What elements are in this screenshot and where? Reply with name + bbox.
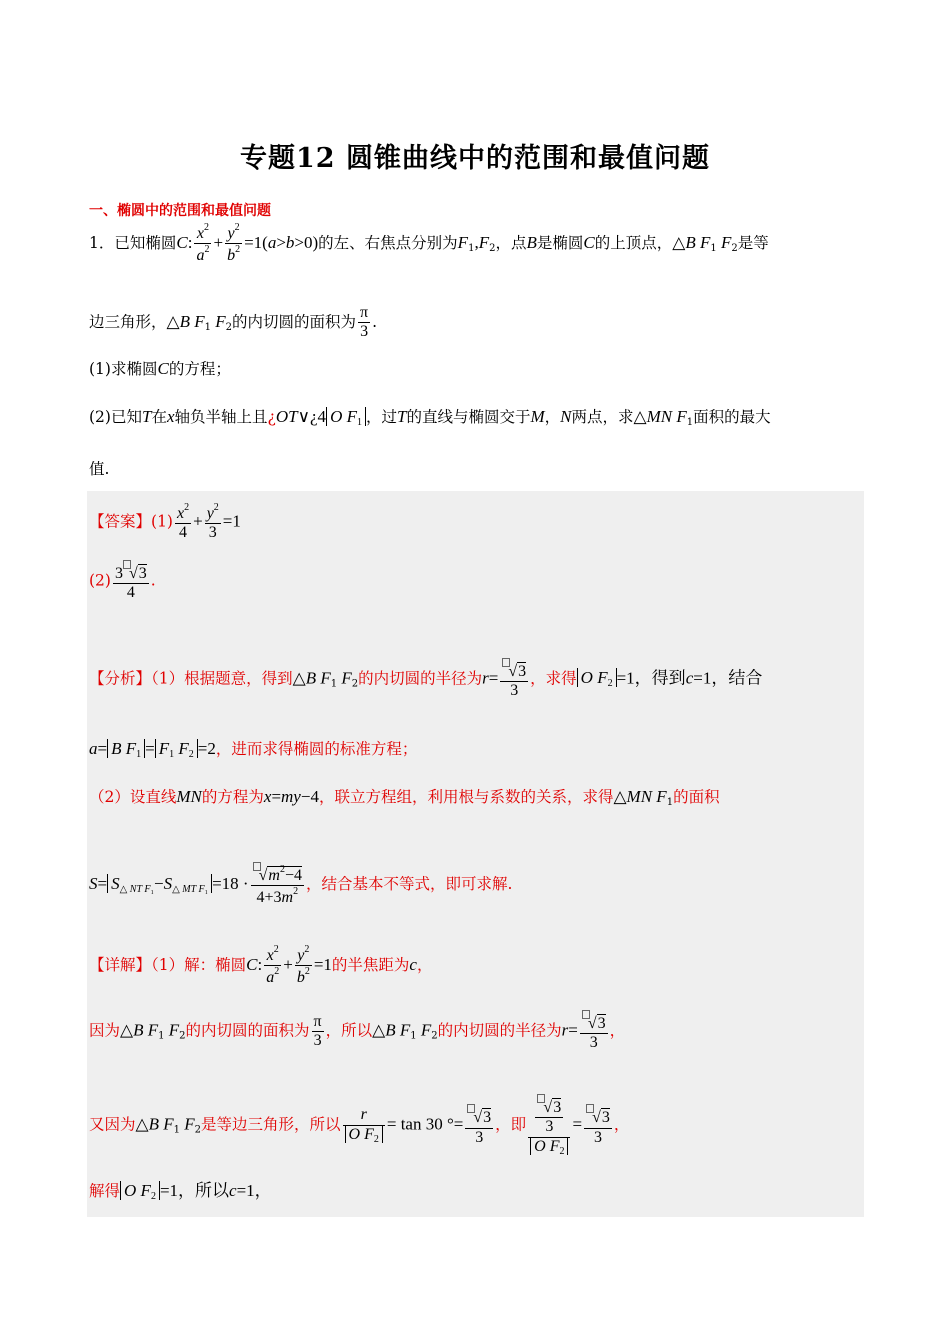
problem-line-2: 边三角形，△B $F_1$ $F_2$的内切圆的面积为 $\frac{\pi}{3}$ . (89, 304, 378, 341)
problem-q2: (2)已知T在x轴负半轴上且¿OT∨¿4 O $F_1$ ，过T的直线与椭圆交于M，N两点，求△MN $F_1$面积的最大 (89, 407, 771, 428)
analysis-line-3: （2）设直线MN的方程为x=my−4，联立方程组，利用根与系数的关系，求得△MN $F_1$的面积 (89, 787, 720, 808)
answer-line-1: 【答案】(1) $\frac{x^2}{4}$ + $\frac{y^2}{3}$ =1 (89, 502, 241, 542)
problem-line-1: 1．已知椭圆C: $\frac{x^2}{a^2}$ + $\frac{y^2}{b^2}$ =1(a>b>0)的左、右焦点分别为$F_1,F_2$，点B是椭圆C的上顶点，△B $F_1$ $F_2$是等 (89, 222, 769, 265)
analysis-line-4: $S= S_{\triangle NT F_1}-S_{\triangle MT F_1} =18$ · $\frac{√m^2-4}{4+3m^2}$ ，结合基本不等式，即可求解. (89, 864, 513, 907)
analysis-line-1: 【分析】（1）根据题意，得到△B $F_1$ $F_2$的内切圆的半径为r= $\frac{√3}{3}$ ，求得 O $F_2 =1$，得到c=1，结合 (89, 658, 762, 701)
answer-line-2: (2) $\frac{3 √3}{4}$ . (89, 560, 156, 603)
detail-line-3: 又因为△B $F_1$ $F_2$是等边三角形，所以 $\frac{r}{O F_2}$ = tan 30 °= $\frac{√3}{3}$ ，即 $\frac{\frac{√3}{3}}{O F_2}$ = $\frac{√3}{3}$ ， (89, 1094, 629, 1157)
detail-line-4: 解得 O $F_2 =1$，所以c=1， (89, 1181, 272, 1202)
page-title: 专题12 圆锥曲线中的范围和最值问题 (240, 143, 710, 174)
problem-q2-end: 值. (89, 460, 110, 478)
section-heading: 一、椭圆中的范围和最值问题 (89, 203, 271, 219)
analysis-line-2: a= B $F_1 = F_1$ $F_2 =2$，进而求得椭圆的标准方程； (89, 739, 418, 760)
detail-line-1: 【详解】（1）解：椭圆C: $\frac{x^2}{a^2}$ + $\frac{y^2}{b^2}$ =1的半焦距为c， (89, 944, 433, 987)
problem-q1: (1)求椭圆C的方程； (89, 359, 231, 378)
detail-line-2: 因为△B $F_1$ $F_2$的内切圆的面积为 $\frac{\pi}{3}$ ，所以△B $F_1$ $F_2$的内切圆的半径为r= $\frac{√3}{3}$ ， (89, 1010, 625, 1053)
